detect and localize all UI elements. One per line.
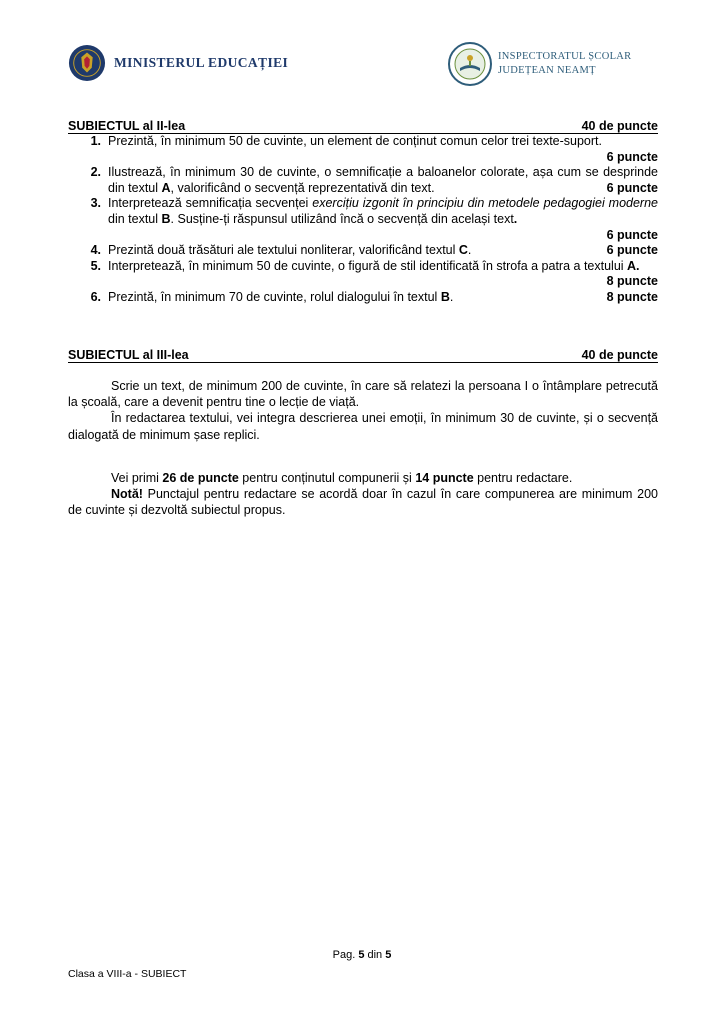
inspectorate-line2: JUDEȚEAN NEAMȚ <box>498 65 596 76</box>
subject3-points: 40 de puncte <box>581 348 658 362</box>
item-number: 3. <box>90 196 101 211</box>
page-current: 5 <box>358 949 365 961</box>
item-points: 8 puncte <box>606 274 658 289</box>
subject3-paragraph: În redactarea textului, vei integra descrierea unei emoții, în minimum 30 de cuvinte, și o secvență dialogată de minimum șase replici. <box>68 411 658 442</box>
item-text: Ilustrează, în minimum 30 de cuvinte, o semnificație a baloanelor colorate, așa cum se desprinde din textul <box>108 165 658 195</box>
item-number: 6. <box>90 289 101 304</box>
note-text: Punctajul pentru redactare se acordă doar în cazul în care compunerea are minimum 200 de cuvinte și dezvoltă subiectul propus. <box>68 487 658 518</box>
writing-points: 14 puncte <box>415 471 474 485</box>
item-number: 2. <box>90 165 101 180</box>
item-text: Interpretează semnificația secvenței <box>108 196 313 211</box>
inspectorate-line1: INSPECTORATUL ȘCOLAR <box>498 51 632 62</box>
subject3-heading <box>68 348 658 363</box>
subject2-title: SUBIECTUL al II-lea <box>68 119 186 133</box>
item-points: 6 puncte <box>606 227 658 242</box>
item-points: 6 puncte <box>606 180 658 195</box>
subject3-title: SUBIECTUL al III-lea <box>68 348 189 362</box>
ministry-header <box>68 44 288 82</box>
content-points: 26 de puncte <box>162 471 239 485</box>
subject3-paragraph: Scrie un text, de minimum 200 de cuvinte, în care să relatezi la persoana I o întâmplare petrecută la școală, care a devenit pentru tine o lecție de viață. <box>68 379 658 410</box>
inspectorate-logo <box>448 42 492 86</box>
scoring-line <box>68 470 658 486</box>
page-number <box>0 949 724 961</box>
scoring-text: pentru redactare. <box>473 471 573 485</box>
page-sep: din <box>364 949 386 961</box>
quoted-sequence: exercițiu izgonit în principiu din metodele pedagogiei moderne <box>312 196 658 211</box>
item-text: Prezintă două trăsături ale textului nonliterar, valorificând textul <box>108 243 459 258</box>
item-text: Interpretează, în minimum 50 de cuvinte, o figură de stil identificată în strofa a patra a textului <box>108 258 628 273</box>
item-text: . <box>467 243 472 258</box>
item-text-end: . <box>513 211 518 226</box>
item-text: . Susține-ți răspunsul utilizând încă o secvență din același text <box>170 211 514 226</box>
inspectorate-header <box>448 42 631 86</box>
text-reference: B <box>440 289 450 304</box>
text-reference: A <box>161 180 171 195</box>
item-number: 4. <box>90 243 101 258</box>
scoring-text: Vei primi <box>111 471 163 485</box>
note-label: Notă! <box>111 487 143 502</box>
item-number: 5. <box>90 258 101 273</box>
page-total: 5 <box>385 949 392 961</box>
item-points: 6 puncte <box>606 243 658 258</box>
item-points: 6 puncte <box>606 149 658 164</box>
subject2-heading <box>68 119 658 134</box>
subject2-items <box>68 134 658 306</box>
list-item <box>68 259 658 290</box>
page-prefix: Pag. <box>332 949 359 961</box>
item-text: , valorificând o secvență reprezentativă din text. <box>170 180 435 195</box>
list-item <box>68 243 658 259</box>
list-item <box>68 290 658 306</box>
list-item <box>68 134 658 165</box>
item-points: 8 puncte <box>606 289 658 304</box>
scoring-notes <box>68 470 658 519</box>
subject3-body <box>68 378 658 443</box>
list-item <box>68 165 658 196</box>
item-text: . <box>449 289 454 304</box>
list-item <box>68 196 658 243</box>
text-reference: C <box>458 243 468 258</box>
item-text: din textul <box>108 211 162 226</box>
text-reference: B <box>161 211 171 226</box>
note-line <box>68 486 658 518</box>
ministry-seal-logo <box>68 44 106 82</box>
scoring-text: pentru conținutul compunerii și <box>238 471 416 485</box>
item-number: 1. <box>90 134 101 148</box>
ministry-title: MINISTERUL EDUCAȚIEI <box>114 55 289 70</box>
item-text: Prezintă, în minimum 50 de cuvinte, un element de conținut comun celor trei texte-suport. <box>108 134 602 148</box>
text-reference: A. <box>627 258 640 273</box>
class-label: Clasa a VIII-a - SUBIECT <box>68 968 187 980</box>
subject2-points: 40 de puncte <box>581 119 658 133</box>
item-text: Prezintă, în minimum 70 de cuvinte, rolul dialogului în textul <box>108 289 441 304</box>
